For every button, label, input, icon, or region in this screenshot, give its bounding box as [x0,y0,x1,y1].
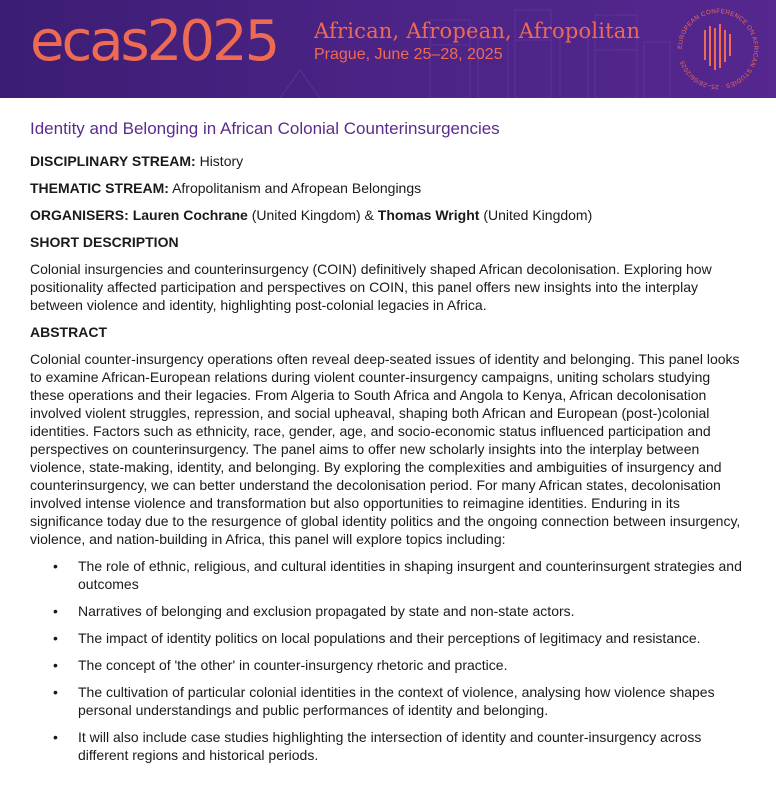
thematic-stream [30,179,746,197]
disciplinary-stream [30,152,746,170]
list-item: • The role of ethnic, religious, and cultural identities in shaping insurgent and counterinsurgent strategies and outcomes [78,557,746,593]
svg-text:EUROPEAN CONFERENCE ON AFRICAN: EUROPEAN CONFERENCE ON AFRICAN STUDIES · 25–28/06/2025 · [676,7,760,91]
organiser-country: (United Kingdom) [483,207,593,223]
abstract-heading: ABSTRACT [30,324,107,340]
disciplinary-stream-label: DISCIPLINARY STREAM: [30,153,196,169]
topics-list [30,557,746,764]
conference-seal-icon [673,4,763,94]
abstract-text: Colonial counter-insurgency operations often reveal deep-seated issues of identity and belonging. This panel looks to examine African-European relations during violent counter-insurgency campaigns, uniting scholars studying these operations and their legacies. From Algeria to South Africa and Angola to Kenya, African decolonisation involved violent struggles, repression, and social upheaval, shaping both African and European (post-)colonial identities. Factors such as ethnicity, race, gender, age, and socio-economic status influenced participation and perspectives on counterinsurgency. The panel aims to offer new scholarly insights into the interplay between violence, state-making, identity, and belonging. By exploring the complexities and ambiguities of insurgency and counterinsurgency, we can better understand the decolonisation period. For many African states, decolonisation involved intense violence and transformation but also opportunities to reimagine identities. Enduring in its significance today due to the resurgence of global identity politics and the ongoing connection between insurgency, violence, and nation-building in Africa, this panel will explore topics including: [30,351,741,547]
panel-document [0,98,776,764]
conference-place-date: Prague, June 25–28, 2025 [314,46,503,63]
panel-title: Identity and Belonging in African Colonial Counterinsurgencies [30,119,500,138]
list-item: • The impact of identity politics on local populations and their perceptions of legitimacy and resistance. [78,629,746,647]
list-item: • It will also include case studies highlighting the intersection of identity and counter-insurgency across different regions and historical periods. [78,728,746,764]
organisers [30,206,746,224]
conference-banner [0,0,776,98]
thematic-stream-label: THEMATIC STREAM: [30,180,169,196]
organiser-name: Thomas Wright [377,207,480,223]
list-item: • Narratives of belonging and exclusion propagated by state and non-state actors. [78,602,746,620]
list-item: • The concept of 'the other' in counter-insurgency rhetoric and practice. [78,656,746,674]
organisers-label: ORGANISERS: [30,207,129,223]
thematic-stream-value: Afropolitanism and Afropean Belongings [172,180,422,196]
organiser-country: (United Kingdom) & [251,207,374,223]
disciplinary-stream-value: History [199,153,244,169]
ecas-logo: ecas2025 [30,9,278,74]
short-description-heading: SHORT DESCRIPTION [30,234,179,250]
list-item: • The cultivation of particular colonial identities in the context of violence, analysing how violence shapes personal understandings and public performances of identity and belonging. [78,683,746,719]
organiser-name: Lauren Cochrane [132,207,248,223]
short-description-text: Colonial insurgencies and counterinsurgency (COIN) definitively shaped African decolonisation. Exploring how positionality affected participation and perspectives on COIN, this panel offers new insights into the interplay between violence and identity, highlighting post-colonial legacies in Africa. [30,261,712,313]
conference-tagline: African, Afropean, Afropolitan [314,19,641,43]
